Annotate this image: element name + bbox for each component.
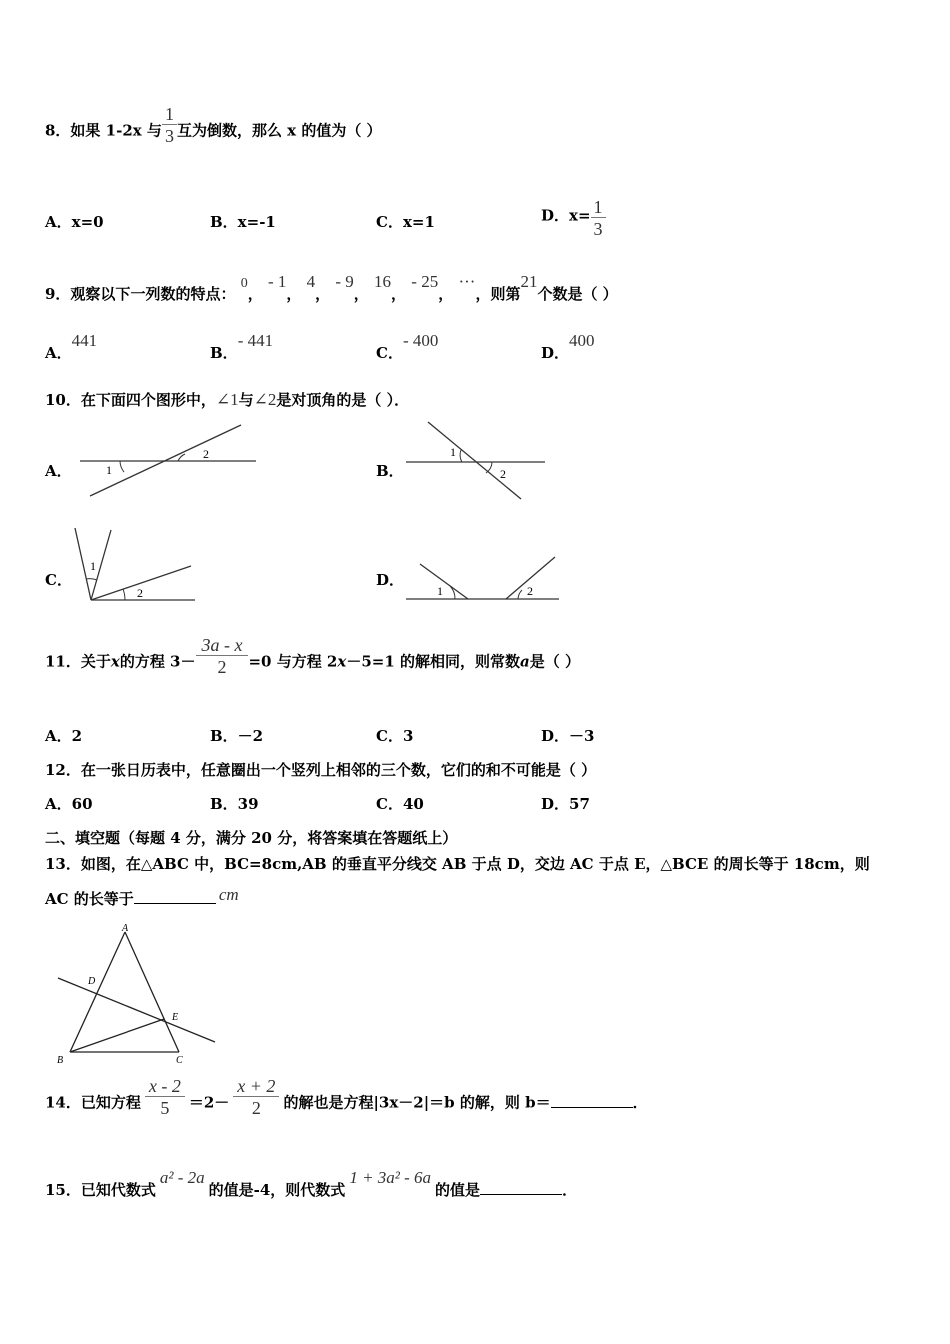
q10-option-b[interactable]: B． bbox=[376, 462, 404, 480]
variable-x: x bbox=[110, 652, 120, 671]
figure-b-angle-arc-1 bbox=[460, 450, 462, 462]
q8-option-d[interactable]: D．x= $\frac{1}{3}$ bbox=[541, 195, 606, 238]
question-15: 15．已知代数式a² - 2a的值是-4，则代数式1 + 3a² - 6a的值是 ． bbox=[45, 1168, 578, 1199]
variable-x-2: x bbox=[337, 652, 347, 671]
figure-d-angle-arc-2 bbox=[518, 590, 522, 599]
seq-term-1: 0 bbox=[240, 276, 248, 291]
figure-c-angle-arc-1 bbox=[86, 579, 97, 580]
figure-b-label-2: 2 bbox=[500, 467, 506, 481]
angle-2-symbol: ∠2 bbox=[253, 390, 277, 409]
figure-option-c bbox=[65, 524, 200, 606]
expression-a-squared-minus-2a: a² - 2a bbox=[159, 1168, 205, 1187]
label-e: E bbox=[172, 1012, 179, 1023]
question-8 bbox=[45, 104, 382, 153]
variable-a: a bbox=[520, 652, 530, 671]
seq-term-6: - 25 bbox=[411, 272, 439, 291]
q8-option-b[interactable]: B．x=-1 bbox=[210, 213, 276, 231]
figure-d-line-left bbox=[420, 564, 468, 599]
side-ab bbox=[70, 932, 125, 1052]
q9-option-c[interactable]: C．- 400 bbox=[376, 331, 439, 362]
figure-c-label-1: 1 bbox=[90, 559, 96, 573]
label-a: A bbox=[122, 923, 129, 934]
term-index: 21 bbox=[520, 272, 538, 291]
q12-option-c[interactable]: C．40 bbox=[376, 795, 424, 813]
unit-cm: cm bbox=[218, 885, 239, 904]
q10-option-c[interactable]: C． bbox=[45, 571, 72, 589]
q10-option-a[interactable]: A． bbox=[45, 462, 72, 480]
q9-option-a[interactable]: A．441 bbox=[45, 331, 98, 362]
fraction-3a-minus-x-over-2: $\frac{3a - x}{2}$ bbox=[196, 635, 249, 678]
answer-blank-15[interactable] bbox=[480, 1180, 562, 1195]
figure-d-label-2: 2 bbox=[527, 584, 533, 598]
q12-option-b[interactable]: B．39 bbox=[210, 795, 259, 813]
question-8-text-a: 8．如果 1-2x 与 bbox=[45, 121, 162, 140]
question-10: 10．在下面四个图形中，∠1与∠2是对顶角的是（ ）． bbox=[45, 390, 410, 409]
seq-term-2: - 1 bbox=[267, 272, 287, 291]
q11-option-c[interactable]: C．3 bbox=[376, 727, 414, 745]
seq-term-3: 4 bbox=[306, 272, 316, 291]
q8-option-a[interactable]: A．x=0 bbox=[45, 213, 104, 231]
label-d: D bbox=[88, 976, 96, 987]
question-8-text-b: 互为倒数，那么 x 的值为（ ） bbox=[176, 121, 382, 140]
figure-option-d bbox=[400, 552, 565, 607]
figure-b-line-slanted bbox=[428, 422, 521, 499]
answer-blank-13[interactable] bbox=[134, 889, 216, 904]
q8-option-c[interactable]: C．x=1 bbox=[376, 213, 435, 231]
segment-be bbox=[70, 1019, 164, 1052]
q9-option-b[interactable]: B．- 441 bbox=[210, 331, 274, 362]
q11-option-d[interactable]: D．－3 bbox=[541, 727, 595, 745]
q12-option-a[interactable]: A．60 bbox=[45, 795, 93, 813]
figure-b-label-1: 1 bbox=[450, 445, 456, 459]
question-14: 14．已知方程 $\frac{x - 2}{5}$ ＝2－ $\frac{x + 2}{2}$ 的解也是方程|3x－2|＝b 的解，则 b＝ ． bbox=[45, 1076, 648, 1118]
figure-option-b bbox=[400, 418, 550, 503]
figure-c-ray-left bbox=[75, 528, 91, 600]
q11-option-b[interactable]: B．－2 bbox=[210, 727, 264, 745]
figure-a-label-1: 1 bbox=[106, 463, 112, 477]
section-heading-fill-in: 二、填空题（每题 4 分，满分 20 分，将答案填在答题纸上） bbox=[45, 829, 458, 847]
seq-term-5: 16 bbox=[374, 272, 392, 291]
label-b: B bbox=[57, 1055, 64, 1066]
question-9-text-a: 9．观察以下一列数的特点： bbox=[45, 285, 236, 303]
q10-option-d[interactable]: D． bbox=[376, 571, 405, 589]
fraction-x-plus-2-over-2: $\frac{x + 2}{2}$ bbox=[233, 1076, 279, 1119]
side-ac bbox=[125, 932, 179, 1052]
figure-a-label-2: 2 bbox=[203, 447, 209, 461]
triangle-figure bbox=[50, 920, 230, 1070]
question-13-line-1: 13．如图，在△ABC 中，BC=8cm,AB 的垂直平分线交 AB 于点 D，交边 AC 于点 E，△BCE 的周长等于 18cm，则 bbox=[45, 855, 870, 873]
question-12: 12．在一张日历表中，任意圈出一个竖列上相邻的三个数，它们的和不可能是（ ） bbox=[45, 761, 597, 779]
fraction-one-third-option: $\frac{1}{3}$ bbox=[591, 197, 606, 240]
answer-blank-14[interactable] bbox=[551, 1093, 633, 1108]
question-9: 9．观察以下一列数的特点： 0， - 1， 4， - 9， 16， - 25， ···，则第21个数是（ ） bbox=[45, 272, 618, 303]
fraction-one-third: $\frac{1}{3}$ bbox=[162, 104, 177, 147]
figure-a-angle-arc-2 bbox=[178, 454, 185, 461]
q11-option-a[interactable]: A．2 bbox=[45, 727, 83, 745]
figure-c-label-2: 2 bbox=[137, 586, 143, 600]
fraction-x-minus-2-over-5: $\frac{x - 2}{5}$ bbox=[145, 1076, 185, 1119]
seq-ellipsis: ··· bbox=[458, 272, 476, 291]
figure-option-a bbox=[60, 420, 270, 505]
question-13-line-2: AC 的长等于 cm bbox=[45, 885, 239, 908]
q12-option-d[interactable]: D．57 bbox=[541, 795, 590, 813]
figure-c-angle-arc-2 bbox=[123, 589, 125, 600]
seq-term-4: - 9 bbox=[335, 272, 354, 291]
perpendicular-bisector bbox=[58, 978, 215, 1042]
question-11: 11．关于x的方程 3－ $\frac{3a - x}{2}$ =0 与方程 2x－5=1 的解相同，则常数a是（ ） bbox=[45, 635, 580, 677]
figure-d-label-1: 1 bbox=[437, 584, 443, 598]
figure-a-angle-arc-1 bbox=[120, 461, 124, 472]
expression-1-plus-3a-squared-minus-6a: 1 + 3a² - 6a bbox=[349, 1168, 432, 1187]
angle-1-symbol: ∠1 bbox=[215, 390, 239, 409]
q9-option-d[interactable]: D．400 bbox=[541, 331, 595, 362]
label-c: C bbox=[176, 1055, 183, 1066]
